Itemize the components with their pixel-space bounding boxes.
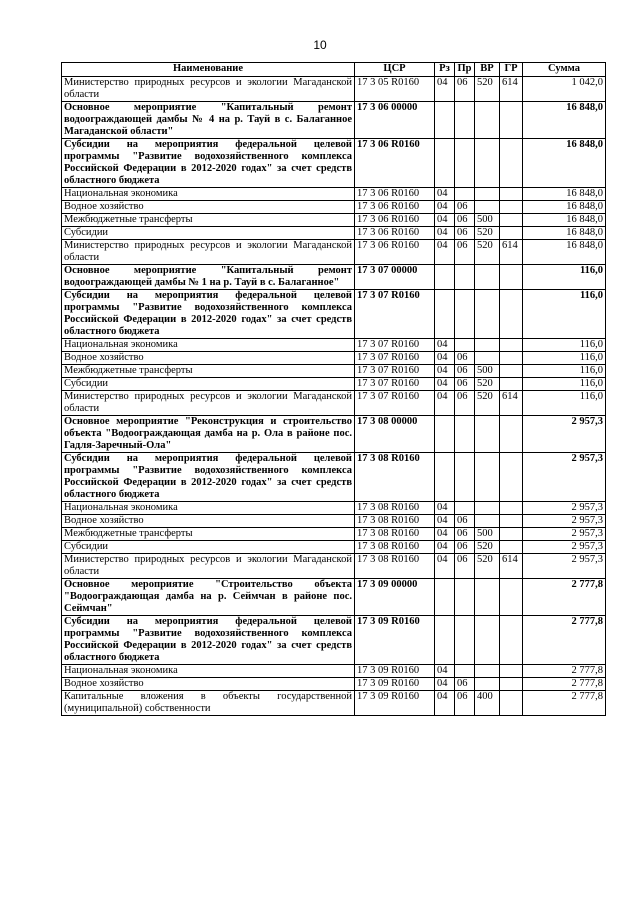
row-gr — [500, 290, 523, 339]
row-rz: 04 — [435, 188, 455, 201]
row-rz: 04 — [435, 214, 455, 227]
row-vr — [475, 201, 500, 214]
header-vr: ВР — [475, 63, 500, 77]
row-gr — [500, 416, 523, 453]
row-code: 17 3 08 R0160 — [355, 515, 435, 528]
row-rz: 04 — [435, 201, 455, 214]
row-name: Национальная экономика — [62, 665, 355, 678]
table-row — [62, 678, 606, 691]
row-name: Основное мероприятие "Капитальный ремонт водоограждающей дамбы № 4 на р. Тауй в с. Балаганное Магаданской области" — [62, 102, 355, 139]
table-row — [62, 528, 606, 541]
table-row — [62, 502, 606, 515]
table-row — [62, 554, 606, 579]
row-vr — [475, 616, 500, 665]
row-name: Министерство природных ресурсов и экологии Магаданской области — [62, 77, 355, 102]
row-pr — [455, 502, 475, 515]
table-row — [62, 214, 606, 227]
row-pr: 06 — [455, 365, 475, 378]
row-gr — [500, 453, 523, 502]
table-row — [62, 378, 606, 391]
row-vr: 520 — [475, 240, 500, 265]
row-vr — [475, 502, 500, 515]
row-pr — [455, 102, 475, 139]
row-sum: 2 957,3 — [523, 416, 606, 453]
row-sum: 2 957,3 — [523, 528, 606, 541]
row-code: 17 3 08 R0160 — [355, 502, 435, 515]
row-pr: 06 — [455, 240, 475, 265]
row-rz — [435, 290, 455, 339]
table-row — [62, 339, 606, 352]
row-pr: 06 — [455, 678, 475, 691]
row-rz: 04 — [435, 352, 455, 365]
row-sum: 16 848,0 — [523, 227, 606, 240]
row-gr — [500, 378, 523, 391]
row-vr — [475, 579, 500, 616]
row-pr: 06 — [455, 352, 475, 365]
row-sum: 2 957,3 — [523, 502, 606, 515]
table-row — [62, 201, 606, 214]
row-rz: 04 — [435, 502, 455, 515]
row-gr: 614 — [500, 554, 523, 579]
row-vr — [475, 453, 500, 502]
row-vr — [475, 188, 500, 201]
row-rz: 04 — [435, 678, 455, 691]
row-pr — [455, 339, 475, 352]
row-name: Основное мероприятие "Реконструкция и строительство объекта "Водоограждающая дамба на р. Ола в районе пос. Гадля-Заречный-Ола" — [62, 416, 355, 453]
row-code: 17 3 06 R0160 — [355, 139, 435, 188]
row-gr — [500, 365, 523, 378]
row-code: 17 3 07 R0160 — [355, 378, 435, 391]
page-number: 10 — [313, 38, 327, 52]
row-name: Субсидии — [62, 227, 355, 240]
row-code: 17 3 07 R0160 — [355, 352, 435, 365]
table-row — [62, 240, 606, 265]
row-pr: 06 — [455, 391, 475, 416]
table-row — [62, 290, 606, 339]
row-code: 17 3 09 R0160 — [355, 616, 435, 665]
row-pr: 06 — [455, 77, 475, 102]
row-rz: 04 — [435, 378, 455, 391]
row-gr — [500, 339, 523, 352]
row-name: Министерство природных ресурсов и экологии Магаданской области — [62, 554, 355, 579]
row-gr: 614 — [500, 240, 523, 265]
row-name: Национальная экономика — [62, 188, 355, 201]
row-gr — [500, 214, 523, 227]
row-vr: 520 — [475, 378, 500, 391]
header-sum: Сумма — [523, 63, 606, 77]
row-gr — [500, 502, 523, 515]
row-sum: 2 777,8 — [523, 665, 606, 678]
row-vr — [475, 352, 500, 365]
row-name: Субсидии — [62, 378, 355, 391]
row-rz — [435, 102, 455, 139]
header-code: ЦСР — [355, 63, 435, 77]
row-sum: 1 042,0 — [523, 77, 606, 102]
table-row — [62, 365, 606, 378]
row-rz: 04 — [435, 365, 455, 378]
row-gr — [500, 139, 523, 188]
row-sum: 2 777,8 — [523, 616, 606, 665]
row-code: 17 3 09 R0160 — [355, 678, 435, 691]
table-row — [62, 416, 606, 453]
table-row — [62, 227, 606, 240]
row-rz — [435, 265, 455, 290]
row-name: Межбюджетные трансферты — [62, 365, 355, 378]
row-sum: 16 848,0 — [523, 188, 606, 201]
row-vr: 520 — [475, 541, 500, 554]
row-pr — [455, 616, 475, 665]
row-code: 17 3 09 R0160 — [355, 691, 435, 716]
row-sum: 2 777,8 — [523, 691, 606, 716]
row-sum: 2 777,8 — [523, 579, 606, 616]
row-name: Водное хозяйство — [62, 678, 355, 691]
row-gr — [500, 579, 523, 616]
row-gr — [500, 188, 523, 201]
row-sum: 2 957,3 — [523, 453, 606, 502]
row-code: 17 3 06 R0160 — [355, 188, 435, 201]
row-code: 17 3 08 R0160 — [355, 528, 435, 541]
row-code: 17 3 08 R0160 — [355, 554, 435, 579]
row-pr — [455, 139, 475, 188]
row-sum: 16 848,0 — [523, 214, 606, 227]
row-sum: 2 957,3 — [523, 554, 606, 579]
row-rz: 04 — [435, 77, 455, 102]
row-vr: 520 — [475, 391, 500, 416]
row-pr — [455, 290, 475, 339]
row-gr — [500, 665, 523, 678]
table-row — [62, 515, 606, 528]
row-pr: 06 — [455, 378, 475, 391]
row-pr — [455, 416, 475, 453]
row-vr — [475, 515, 500, 528]
table-row — [62, 616, 606, 665]
row-sum: 16 848,0 — [523, 102, 606, 139]
row-gr: 614 — [500, 77, 523, 102]
row-vr: 520 — [475, 77, 500, 102]
row-vr — [475, 339, 500, 352]
row-name: Водное хозяйство — [62, 201, 355, 214]
row-code: 17 3 07 R0160 — [355, 290, 435, 339]
row-code: 17 3 07 R0160 — [355, 365, 435, 378]
row-gr — [500, 528, 523, 541]
table-row — [62, 139, 606, 188]
row-pr: 06 — [455, 691, 475, 716]
row-rz: 04 — [435, 541, 455, 554]
row-vr — [475, 139, 500, 188]
table-row — [62, 352, 606, 365]
table-row — [62, 665, 606, 678]
row-code: 17 3 08 R0160 — [355, 541, 435, 554]
row-pr: 06 — [455, 515, 475, 528]
row-name: Министерство природных ресурсов и экологии Магаданской области — [62, 391, 355, 416]
row-name: Субсидии на мероприятия федеральной целевой программы "Развитие водохозяйственного комплекса Российской Федерации в 2012-2020 годах" за счет средств областного бюджета — [62, 139, 355, 188]
row-vr — [475, 665, 500, 678]
row-rz — [435, 579, 455, 616]
row-vr: 500 — [475, 214, 500, 227]
row-name: Субсидии на мероприятия федеральной целевой программы "Развитие водохозяйственного комплекса Российской Федерации в 2012-2020 годах" за счет средств областного бюджета — [62, 616, 355, 665]
row-rz — [435, 616, 455, 665]
row-vr: 400 — [475, 691, 500, 716]
table-row — [62, 579, 606, 616]
row-sum: 116,0 — [523, 265, 606, 290]
table-row — [62, 541, 606, 554]
row-rz — [435, 416, 455, 453]
row-code: 17 3 06 R0160 — [355, 240, 435, 265]
row-code: 17 3 06 R0160 — [355, 227, 435, 240]
row-pr — [455, 665, 475, 678]
row-code: 17 3 05 R0160 — [355, 77, 435, 102]
row-gr — [500, 102, 523, 139]
row-code: 17 3 06 R0160 — [355, 214, 435, 227]
row-rz: 04 — [435, 391, 455, 416]
row-vr — [475, 678, 500, 691]
row-code: 17 3 06 R0160 — [355, 201, 435, 214]
row-name: Национальная экономика — [62, 502, 355, 515]
row-rz: 04 — [435, 227, 455, 240]
row-gr — [500, 678, 523, 691]
row-code: 17 3 08 00000 — [355, 416, 435, 453]
row-gr — [500, 515, 523, 528]
table-row — [62, 77, 606, 102]
row-rz: 04 — [435, 339, 455, 352]
row-name: Основное мероприятие "Строительство объекта "Водоограждающая дамба на р. Сеймчан в районе пос. Сеймчан" — [62, 579, 355, 616]
row-rz: 04 — [435, 515, 455, 528]
row-code: 17 3 06 00000 — [355, 102, 435, 139]
table-row — [62, 691, 606, 716]
row-sum: 116,0 — [523, 365, 606, 378]
row-rz: 04 — [435, 240, 455, 265]
row-name: Водное хозяйство — [62, 515, 355, 528]
row-vr: 520 — [475, 227, 500, 240]
header-gr: ГР — [500, 63, 523, 77]
row-vr — [475, 290, 500, 339]
row-sum: 16 848,0 — [523, 201, 606, 214]
table-header-row — [62, 63, 606, 77]
row-name: Субсидии на мероприятия федеральной целевой программы "Развитие водохозяйственного комплекса Российской Федерации в 2012-2020 годах" за счет средств областного бюджета — [62, 453, 355, 502]
row-name: Капитальные вложения в объекты государственной (муниципальной) собственности — [62, 691, 355, 716]
row-vr: 520 — [475, 554, 500, 579]
row-code: 17 3 07 00000 — [355, 265, 435, 290]
row-gr — [500, 541, 523, 554]
row-gr: 614 — [500, 391, 523, 416]
row-pr — [455, 188, 475, 201]
header-name: Наименование — [62, 63, 355, 77]
row-rz — [435, 453, 455, 502]
row-pr: 06 — [455, 227, 475, 240]
row-sum: 116,0 — [523, 339, 606, 352]
row-name: Субсидии на мероприятия федеральной целевой программы "Развитие водохозяйственного комплекса Российской Федерации в 2012-2020 годах" за счет средств областного бюджета — [62, 290, 355, 339]
row-pr: 06 — [455, 554, 475, 579]
header-rz: Рз — [435, 63, 455, 77]
row-gr — [500, 616, 523, 665]
row-pr: 06 — [455, 528, 475, 541]
row-pr — [455, 453, 475, 502]
row-rz: 04 — [435, 665, 455, 678]
row-pr: 06 — [455, 201, 475, 214]
row-sum: 2 957,3 — [523, 515, 606, 528]
table-row — [62, 391, 606, 416]
row-gr — [500, 691, 523, 716]
row-name: Национальная экономика — [62, 339, 355, 352]
row-code: 17 3 09 R0160 — [355, 665, 435, 678]
row-code: 17 3 07 R0160 — [355, 391, 435, 416]
row-pr: 06 — [455, 214, 475, 227]
row-name: Субсидии — [62, 541, 355, 554]
row-pr — [455, 265, 475, 290]
row-name: Министерство природных ресурсов и экологии Магаданской области — [62, 240, 355, 265]
row-gr — [500, 227, 523, 240]
budget-table — [61, 62, 606, 716]
table-body — [62, 77, 606, 716]
row-vr: 500 — [475, 528, 500, 541]
row-vr — [475, 265, 500, 290]
row-name: Основное мероприятие "Капитальный ремонт водоограждающей дамбы № 1 на р. Тауй в с. Балаганное" — [62, 265, 355, 290]
row-vr — [475, 416, 500, 453]
row-gr — [500, 201, 523, 214]
row-sum: 116,0 — [523, 378, 606, 391]
row-sum: 2 777,8 — [523, 678, 606, 691]
row-name: Межбюджетные трансферты — [62, 528, 355, 541]
row-name: Водное хозяйство — [62, 352, 355, 365]
row-vr — [475, 102, 500, 139]
row-sum: 116,0 — [523, 391, 606, 416]
row-rz: 04 — [435, 691, 455, 716]
row-code: 17 3 08 R0160 — [355, 453, 435, 502]
row-sum: 116,0 — [523, 290, 606, 339]
row-rz: 04 — [435, 554, 455, 579]
row-sum: 16 848,0 — [523, 240, 606, 265]
row-rz: 04 — [435, 528, 455, 541]
table-row — [62, 453, 606, 502]
row-name: Межбюджетные трансферты — [62, 214, 355, 227]
row-sum: 2 957,3 — [523, 541, 606, 554]
row-pr: 06 — [455, 541, 475, 554]
header-pr: Пр — [455, 63, 475, 77]
row-pr — [455, 579, 475, 616]
row-code: 17 3 09 00000 — [355, 579, 435, 616]
table-row — [62, 102, 606, 139]
row-code: 17 3 07 R0160 — [355, 339, 435, 352]
table-row — [62, 188, 606, 201]
row-sum: 16 848,0 — [523, 139, 606, 188]
row-rz — [435, 139, 455, 188]
row-vr: 500 — [475, 365, 500, 378]
row-gr — [500, 352, 523, 365]
table-row — [62, 265, 606, 290]
row-sum: 116,0 — [523, 352, 606, 365]
row-gr — [500, 265, 523, 290]
